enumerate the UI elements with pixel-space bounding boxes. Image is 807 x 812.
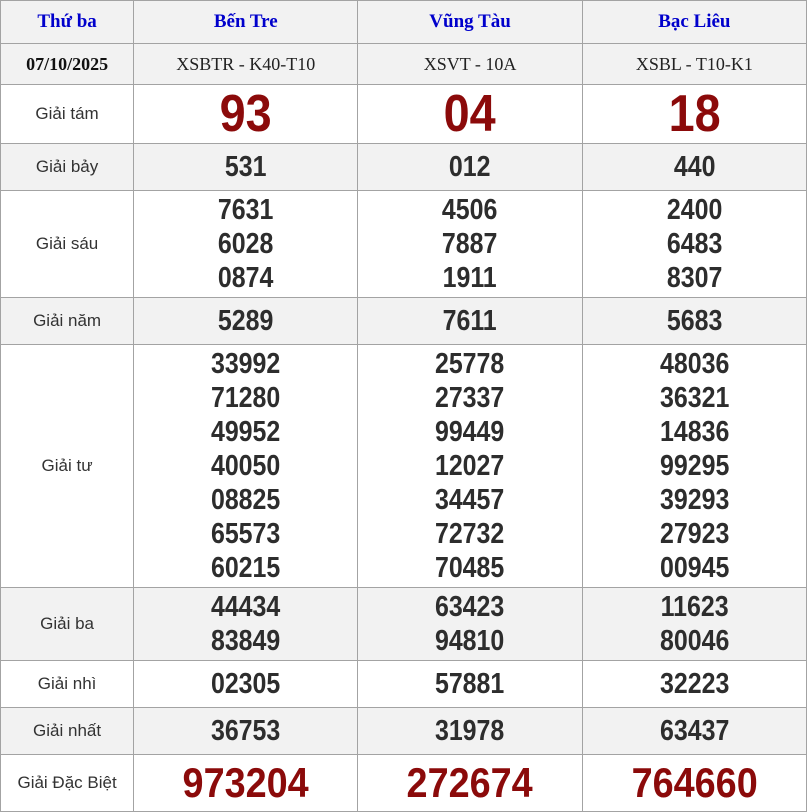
prize-cell bbox=[582, 191, 806, 298]
prize-cell bbox=[134, 345, 358, 588]
prize-number: 99295 bbox=[659, 450, 730, 482]
prize-label: Giải ba bbox=[1, 588, 134, 661]
draw-code-ben-tre: XSBTR - K40-T10 bbox=[134, 44, 358, 85]
prize-number: 31978 bbox=[435, 715, 505, 747]
header-row bbox=[1, 1, 807, 44]
prize-row-6 bbox=[1, 191, 807, 298]
prize-label: Giải tư bbox=[1, 345, 134, 588]
prize-row-2 bbox=[1, 661, 807, 708]
prize-number: 40050 bbox=[211, 450, 281, 482]
prize-number: 32223 bbox=[659, 668, 730, 700]
prize-number: 36753 bbox=[211, 715, 281, 747]
prize-cell bbox=[358, 298, 582, 345]
prize-cell bbox=[134, 755, 358, 812]
prize-number: 27337 bbox=[435, 382, 505, 414]
prize-number: 440 bbox=[673, 151, 716, 183]
prize-number: 83849 bbox=[211, 625, 281, 657]
prize-number: 18 bbox=[668, 85, 721, 143]
prize-cell bbox=[358, 588, 582, 661]
prize-cell bbox=[358, 191, 582, 298]
prize-number: 8307 bbox=[666, 262, 723, 294]
prize-number: 12027 bbox=[435, 450, 505, 482]
prize-number: 93 bbox=[219, 85, 272, 143]
prize-cell bbox=[134, 191, 358, 298]
prize-row-special bbox=[1, 755, 807, 812]
prize-label: Giải nhì bbox=[1, 661, 134, 708]
prize-number: 7887 bbox=[442, 228, 498, 260]
draw-date: 07/10/2025 bbox=[1, 44, 134, 85]
prize-cell bbox=[134, 708, 358, 755]
prize-label: Giải sáu bbox=[1, 191, 134, 298]
prize-cell bbox=[358, 755, 582, 812]
prize-number: 99449 bbox=[435, 416, 505, 448]
province-link-bac-lieu[interactable]: Bạc Liêu bbox=[582, 1, 806, 44]
prize-cell bbox=[358, 708, 582, 755]
prize-cell bbox=[358, 85, 582, 144]
prize-number: 60215 bbox=[211, 552, 281, 584]
prize-number: 531 bbox=[224, 151, 267, 183]
date-row bbox=[1, 44, 807, 85]
prize-cell bbox=[582, 708, 806, 755]
province-link-vung-tau[interactable]: Vũng Tàu bbox=[358, 1, 582, 44]
prize-row-3 bbox=[1, 588, 807, 661]
prize-cell bbox=[358, 345, 582, 588]
prize-cell bbox=[582, 144, 806, 191]
prize-number: 0874 bbox=[218, 262, 274, 294]
prize-cell bbox=[582, 345, 806, 588]
prize-number: 11623 bbox=[660, 591, 729, 623]
prize-number: 973204 bbox=[182, 759, 309, 806]
prize-number: 08825 bbox=[211, 484, 281, 516]
prize-number: 36321 bbox=[659, 382, 730, 414]
province-link-ben-tre[interactable]: Bến Tre bbox=[134, 1, 358, 44]
prize-number: 14836 bbox=[659, 416, 730, 448]
prize-cell bbox=[582, 298, 806, 345]
prize-label: Giải tám bbox=[1, 85, 134, 144]
prize-number: 63423 bbox=[435, 591, 505, 623]
prize-number: 34457 bbox=[435, 484, 505, 516]
prize-number: 25778 bbox=[435, 348, 505, 380]
prize-cell bbox=[134, 144, 358, 191]
prize-row-8 bbox=[1, 85, 807, 144]
prize-cell bbox=[134, 298, 358, 345]
prize-cell bbox=[582, 588, 806, 661]
prize-row-5 bbox=[1, 298, 807, 345]
prize-cell bbox=[582, 661, 806, 708]
prize-number: 94810 bbox=[435, 625, 505, 657]
prize-label: Giải nhất bbox=[1, 708, 134, 755]
prize-cell bbox=[134, 588, 358, 661]
prize-label: Giải Đặc Biệt bbox=[1, 755, 134, 812]
prize-row-4 bbox=[1, 345, 807, 588]
prize-number: 7611 bbox=[442, 305, 498, 337]
prize-number: 44434 bbox=[211, 591, 281, 623]
prize-number: 012 bbox=[449, 151, 491, 183]
prize-number: 6028 bbox=[218, 228, 274, 260]
prize-number: 70485 bbox=[435, 552, 505, 584]
prize-cell bbox=[582, 85, 806, 144]
prize-number: 48036 bbox=[659, 348, 730, 380]
prize-cell bbox=[582, 755, 806, 812]
draw-code-bac-lieu: XSBL - T10-K1 bbox=[582, 44, 806, 85]
prize-number: 80046 bbox=[659, 625, 730, 657]
prize-cell bbox=[358, 144, 582, 191]
prize-number: 65573 bbox=[211, 518, 281, 550]
draw-code-vung-tau: XSVT - 10A bbox=[358, 44, 582, 85]
prize-number: 7631 bbox=[218, 194, 274, 226]
prize-number: 04 bbox=[444, 85, 497, 143]
prize-number: 49952 bbox=[211, 416, 281, 448]
prize-cell bbox=[134, 661, 358, 708]
prize-number: 72732 bbox=[435, 518, 505, 550]
prize-number: 1911 bbox=[442, 262, 498, 294]
prize-number: 27923 bbox=[659, 518, 730, 550]
prize-number: 71280 bbox=[211, 382, 281, 414]
prize-cell bbox=[358, 661, 582, 708]
weekday-link[interactable]: Thứ ba bbox=[1, 1, 134, 44]
prize-row-1 bbox=[1, 708, 807, 755]
prize-label: Giải năm bbox=[1, 298, 134, 345]
prize-number: 4506 bbox=[442, 194, 498, 226]
prize-number: 00945 bbox=[659, 552, 730, 584]
prize-number: 2400 bbox=[666, 194, 723, 226]
prize-number: 764660 bbox=[631, 759, 758, 806]
prize-number: 02305 bbox=[211, 668, 281, 700]
prize-number: 39293 bbox=[659, 484, 730, 516]
prize-number: 33992 bbox=[211, 348, 281, 380]
prize-number: 57881 bbox=[435, 668, 505, 700]
prize-number: 5289 bbox=[218, 305, 274, 337]
prize-number: 272674 bbox=[406, 759, 534, 806]
prize-number: 5683 bbox=[666, 305, 723, 337]
prize-label: Giải bảy bbox=[1, 144, 134, 191]
prize-number: 63437 bbox=[659, 715, 730, 747]
prize-row-7 bbox=[1, 144, 807, 191]
prize-number: 6483 bbox=[666, 228, 723, 260]
prize-cell bbox=[134, 85, 358, 144]
